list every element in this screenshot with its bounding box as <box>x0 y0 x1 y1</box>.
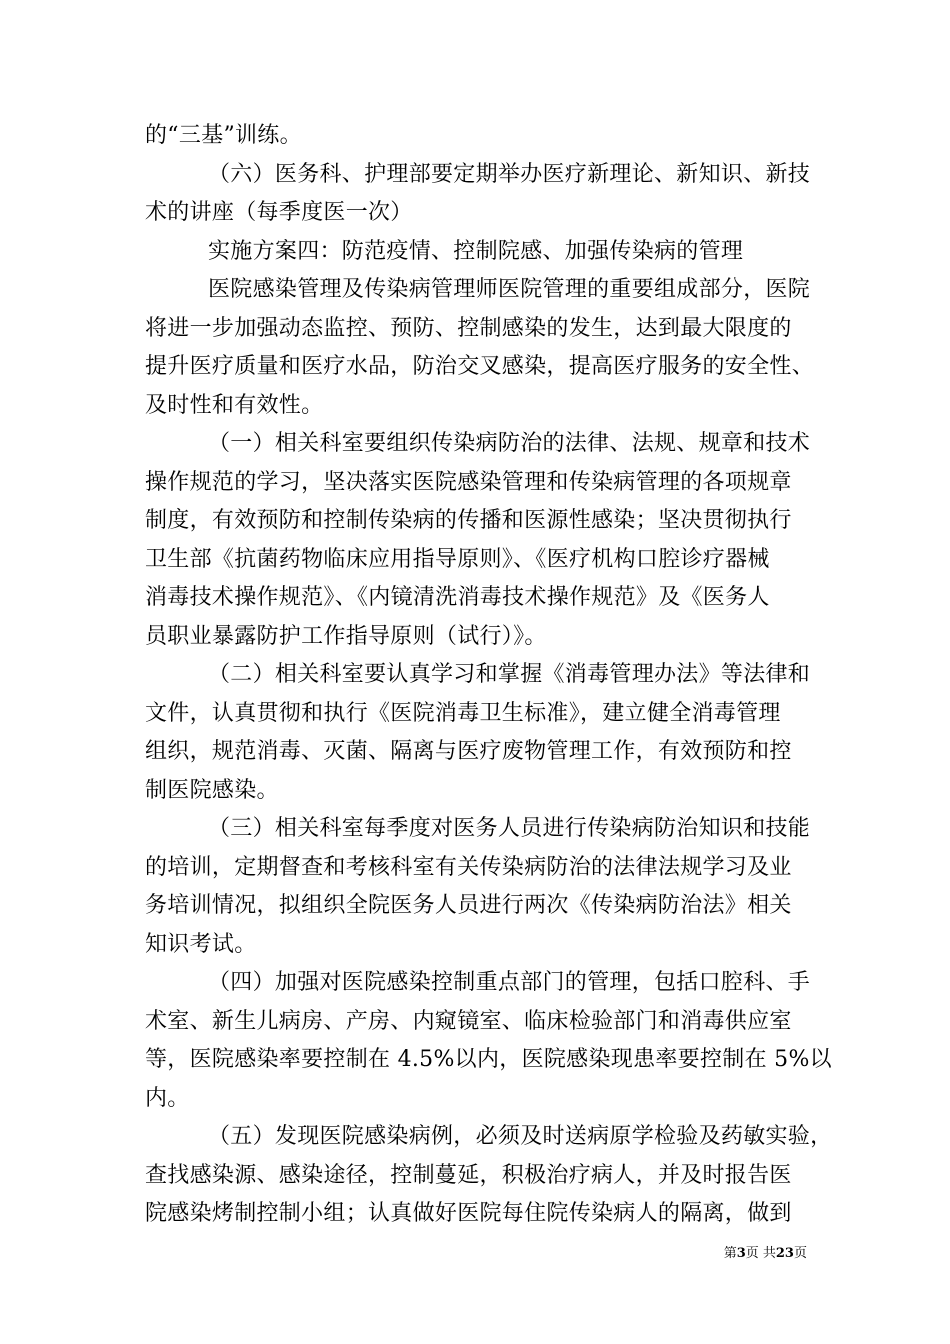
paragraph-line: 等，医院感染率要控制在 4.5%以内，医院感染现患率要控制在 5%以 <box>145 1047 832 1072</box>
section-heading: 实施方案四：防范疫情、控制院感、加强传染病的管理 <box>208 238 744 264</box>
paragraph-line: 及时性和有效性。 <box>145 392 324 418</box>
paragraph-line: 制医院感染。 <box>145 777 279 803</box>
paragraph-line: （四）加强对医院感染控制重点部门的管理，包括口腔科、手 <box>208 970 811 995</box>
footer-prefix: 第 <box>723 1246 737 1261</box>
paragraph-line: 消毒技术操作规范》、《内镜清洗消毒技术操作规范》及《医务人 <box>145 585 770 610</box>
paragraph-line: （三）相关科室每季度对医务人员进行传染病防治知识和技能 <box>208 816 811 841</box>
paragraph-line: 务培训情况，拟组织全院医务人员进行两次《传染病防治法》相关 <box>145 893 792 918</box>
footer-middle: 页 共 <box>745 1246 776 1261</box>
paragraph-line: 知识考试。 <box>145 931 257 957</box>
paragraph-line: 术室、新生儿病房、产房、内窥镜室、临床检验部门和消毒供应室 <box>145 1008 792 1034</box>
page-number-footer <box>724 1246 807 1262</box>
paragraph-line: （五）发现医院感染病例，必须及时送病原学检验及药敏实验， <box>208 1124 833 1149</box>
paragraph-line: 术的讲座（每季度医一次） <box>145 200 413 225</box>
footer-suffix: 页 <box>793 1246 807 1261</box>
total-pages-number: 23 <box>775 1246 794 1261</box>
document-body <box>145 117 835 1234</box>
paragraph-line: 组织，规范消毒、灭菌、隔离与医疗废物管理工作，有效预防和控 <box>145 739 792 764</box>
paragraph-line: 的“三基”训练。 <box>145 123 302 148</box>
paragraph-line: 的培训，定期督查和考核科室有关传染病防治的法律法规学习及业 <box>145 854 792 880</box>
current-page-number: 3 <box>736 1246 746 1261</box>
paragraph-line: 制度，有效预防和控制传染病的传播和医源性感染；坚决贯彻执行 <box>145 508 792 533</box>
paragraph-line: 查找感染源、感染途径，控制蔓延，积极治疗病人，并及时报告医 <box>145 1162 792 1188</box>
paragraph-line: 操作规范的学习，坚决落实医院感染管理和传染病管理的各项规章 <box>145 469 792 495</box>
paragraph-line: 员职业暴露防护工作指导原则（试行）》。 <box>145 623 547 649</box>
paragraph-line: 院感染烤制控制小组；认真做好医院每住院传染病人的隔离，做到 <box>145 1201 792 1226</box>
paragraph-line: 文件，认真贯彻和执行《医院消毒卫生标准》，建立健全消毒管理 <box>145 700 781 726</box>
paragraph-line: 内。 <box>145 1085 190 1111</box>
paragraph-line: （一）相关科室要组织传染病防治的法律、法规、规章和技术 <box>208 431 811 456</box>
paragraph-line: （二）相关科室要认真学习和掌握《消毒管理办法》等法律和 <box>208 662 811 687</box>
paragraph-line: 提升医疗质量和医疗水品，防治交叉感染，提高医疗服务的安全性、 <box>145 354 815 379</box>
paragraph-line: 将进一步加强动态监控、预防、控制感染的发生，达到最大限度的 <box>145 315 792 341</box>
paragraph-line: 卫生部《抗菌药物临床应用指导原则》、《医疗机构口腔诊疗器械 <box>145 546 770 572</box>
paragraph-line: 医院感染管理及传染病管理师医院管理的重要组成部分，医院 <box>208 277 811 302</box>
paragraph-line: （六）医务科、护理部要定期举办医疗新理论、新知识、新技 <box>208 161 811 187</box>
